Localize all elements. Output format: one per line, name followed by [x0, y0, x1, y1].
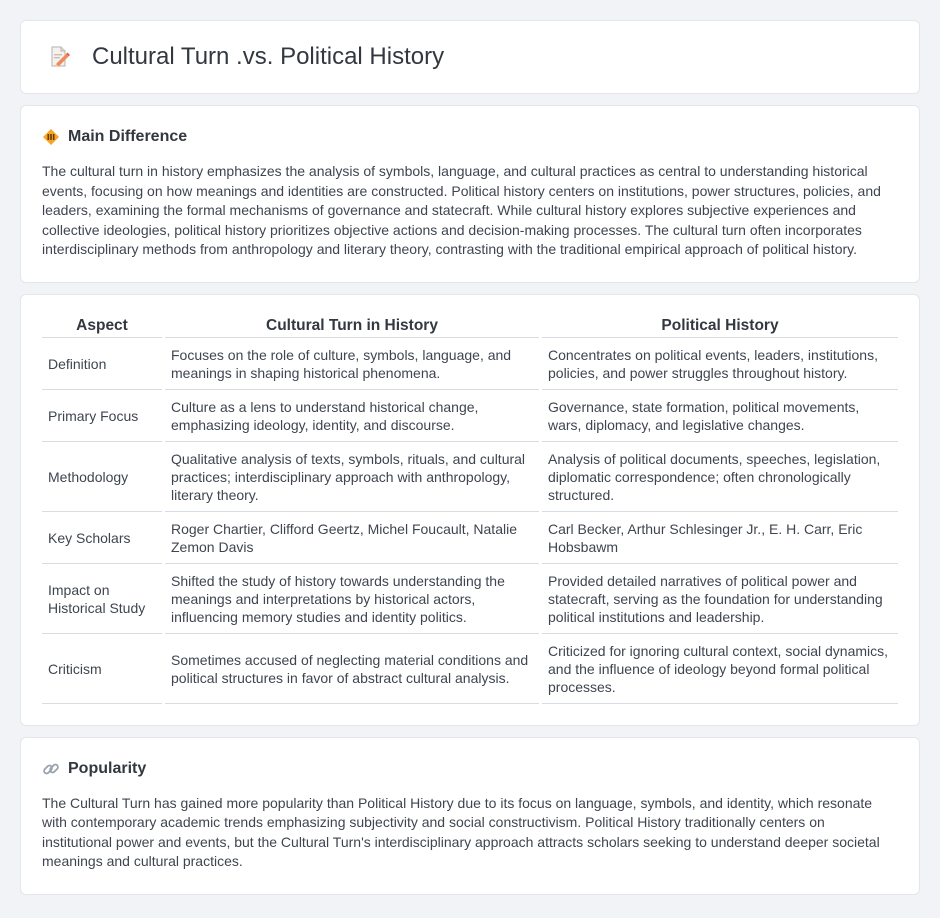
cell-political: Concentrates on political events, leaders, institutions, policies, and power struggles throughout history.	[542, 338, 898, 390]
popularity-card	[20, 737, 920, 895]
main-difference-text: The cultural turn in history emphasizes the analysis of symbols, language, and cultural practices as central to understanding historical events, focusing on how meanings and identities are constructed. Political history centers on institutions, power structures, policies, and leaders, examining the formal mechanisms of governance and statecraft. While cultural history explores subjective experiences and collective ideologies, political history prioritizes objective actions and decision-making processes. The cultural turn often incorporates interdisciplinary methods from anthropology and literary theory, contrasting with the traditional empirical approach of political history.	[42, 163, 881, 257]
cell-aspect: Primary Focus	[42, 390, 162, 442]
main-difference-title: Main Difference	[68, 128, 188, 145]
popularity-header	[42, 760, 898, 778]
page-title: Cultural Turn .vs. Political History	[92, 43, 445, 70]
cell-aspect: Criticism	[42, 634, 162, 704]
comparison-table	[39, 315, 901, 704]
cell-cultural: Roger Chartier, Clifford Geertz, Michel Foucault, Natalie Zemon Davis	[165, 512, 539, 564]
cell-aspect: Methodology	[42, 442, 162, 512]
cell-aspect: Definition	[42, 338, 162, 390]
table-row	[42, 512, 898, 564]
header-political-history: Political History	[542, 315, 898, 338]
table-row	[42, 634, 898, 704]
comparison-table-card	[20, 294, 920, 726]
main-difference-card	[20, 105, 920, 283]
cell-aspect: Key Scholars	[42, 512, 162, 564]
cell-political: Governance, state formation, political movements, wars, diplomacy, and legislative changes.	[542, 390, 898, 442]
cell-cultural: Focuses on the role of culture, symbols, language, and meanings in shaping historical phenomena.	[165, 338, 539, 390]
title-card	[20, 20, 920, 94]
popularity-text: The Cultural Turn has gained more popularity than Political History due to its focus on language, symbols, and identity, which resonate with contemporary academic trends emphasizing subjectivity and social constructivism. Political History traditionally centers on institutional power and events, but the Cultural Turn's interdisciplinary approach attracts scholars seeking to understand deeper societal meanings and cultural practices.	[42, 794, 880, 869]
table-row	[42, 442, 898, 512]
cell-aspect: Impact on Historical Study	[42, 564, 162, 634]
cell-political: Carl Becker, Arthur Schlesinger Jr., E. H. Carr, Eric Hobsbawm	[542, 512, 898, 564]
popularity-title: Popularity	[68, 759, 147, 777]
diamond-signal-icon	[42, 128, 60, 146]
cell-cultural: Shifted the study of history towards understanding the meanings and interpretations by historical actors, influencing memory studies and identity politics.	[165, 564, 539, 634]
table-row	[42, 564, 898, 634]
cell-political: Criticized for ignoring cultural context, social dynamics, and the influence of ideology beyond formal political processes.	[542, 634, 898, 704]
cell-cultural: Qualitative analysis of texts, symbols, rituals, and cultural practices; interdisciplinary approach with anthropology, literary theory.	[165, 442, 539, 512]
edit-document-icon	[47, 45, 71, 69]
header-cultural-turn: Cultural Turn in History	[165, 315, 539, 338]
main-difference-header	[42, 128, 898, 146]
table-header-row	[42, 315, 898, 338]
link-icon	[42, 760, 60, 778]
cell-political: Provided detailed narratives of political power and statecraft, serving as the foundation for understanding political institutions and leadership.	[542, 564, 898, 634]
cell-cultural: Sometimes accused of neglecting material conditions and political structures in favor of abstract cultural analysis.	[165, 634, 539, 704]
table-row	[42, 390, 898, 442]
cell-political: Analysis of political documents, speeches, legislation, diplomatic correspondence; often chronologically structured.	[542, 442, 898, 512]
header-aspect: Aspect	[42, 315, 162, 338]
cell-cultural: Culture as a lens to understand historical change, emphasizing ideology, identity, and discourse.	[165, 390, 539, 442]
table-row	[42, 338, 898, 390]
